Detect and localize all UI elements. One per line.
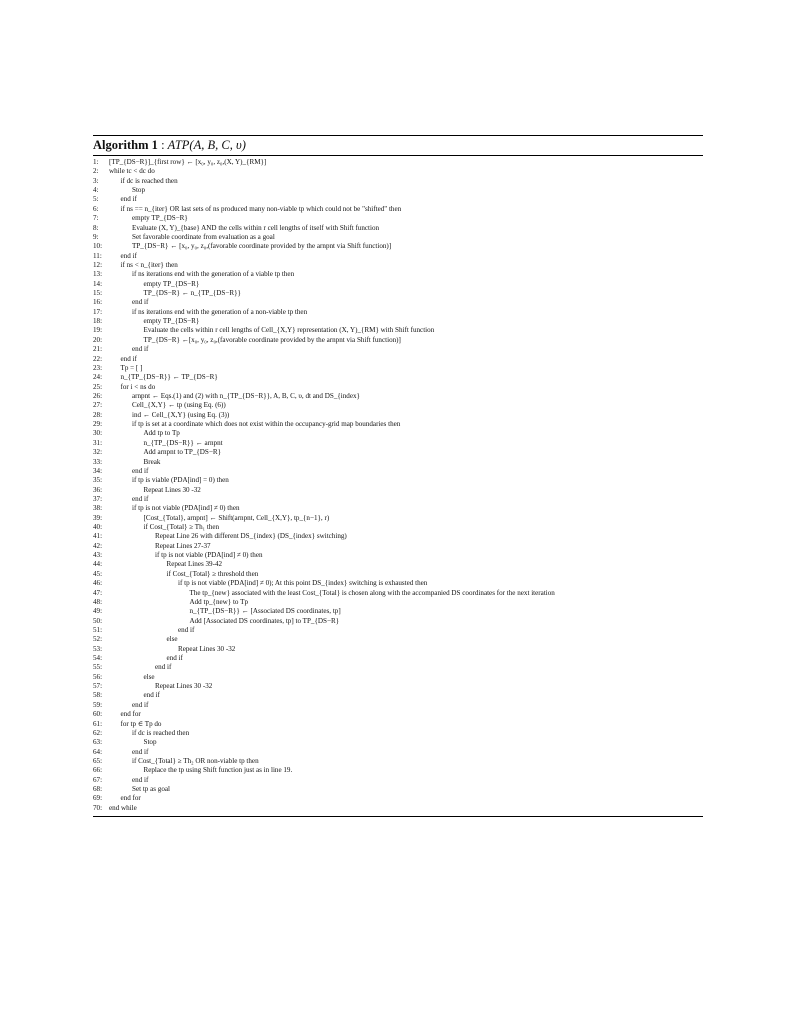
line-text: if tp is not viable (PDA[ind] ≠ 0); At this point DS_{index} switching is exhausted then — [178, 579, 428, 588]
line-number: 47: — [93, 588, 103, 597]
line-text: end if — [155, 663, 172, 672]
line-text: if ns iterations end with the generation of a non-viable tp then — [132, 307, 308, 316]
line-number: 9: — [93, 232, 99, 241]
line-number: 63: — [93, 738, 103, 747]
line-text: end for — [120, 710, 141, 719]
line-number: 58: — [93, 691, 103, 700]
line-number: 44: — [93, 560, 103, 569]
line-text: Repeat Line 26 with different DS_{index} (DS_{index} switching) — [155, 532, 347, 541]
line-text: end if — [178, 625, 195, 634]
algorithm-line — [93, 326, 703, 335]
algorithm-line — [93, 345, 703, 354]
line-number: 19: — [93, 326, 103, 335]
line-text: [TP_{DS−R}]_{first row} ← [x₀, y₀, z₀,(X, Y)_{RM}] — [109, 158, 267, 166]
algorithm-line — [93, 579, 703, 588]
line-number: 39: — [93, 513, 103, 522]
line-text: Set tp as goal — [132, 785, 171, 794]
line-text: if ns == n_{iter} OR last sets of ns produced many non-viable tp which could not be "shifted" then — [120, 204, 402, 213]
algorithm-line — [93, 645, 703, 654]
algorithm-line — [93, 514, 703, 523]
line-number: 11: — [93, 251, 102, 260]
algorithm-line — [93, 776, 703, 785]
line-number: 67: — [93, 775, 103, 784]
line-number: 62: — [93, 728, 103, 737]
line-text: for i < ns do — [120, 382, 156, 391]
line-text: Tp = [ ] — [120, 363, 143, 372]
line-number: 64: — [93, 747, 103, 756]
algorithm-line — [93, 710, 703, 719]
line-number: 5: — [93, 195, 99, 204]
algorithm-line — [93, 364, 703, 373]
line-text: Set favorable coordinate from evaluation as a goal — [132, 232, 275, 241]
line-text: if Cost_{Total} ≥ Th₁ then — [143, 523, 220, 532]
algorithm-line — [93, 224, 703, 233]
algorithm-line — [93, 720, 703, 729]
line-text: while tc < dc do — [109, 167, 155, 176]
algorithm-line — [93, 383, 703, 392]
algorithm-line — [93, 439, 703, 448]
line-number: 23: — [93, 363, 103, 372]
algorithm-line — [93, 308, 703, 317]
algorithm-line — [93, 280, 703, 289]
line-number: 46: — [93, 579, 103, 588]
line-number: 37: — [93, 494, 103, 503]
line-text: end if — [120, 195, 137, 204]
algorithm-line — [93, 551, 703, 560]
algorithm-line — [93, 635, 703, 644]
line-number: 42: — [93, 541, 103, 550]
line-text: if tp is viable (PDA[ind] = 0) then — [132, 476, 229, 485]
line-text: if tp is not viable (PDA[ind] ≠ 0) then — [132, 504, 240, 513]
line-number: 36: — [93, 485, 103, 494]
algorithm-line — [93, 298, 703, 307]
algorithm-line — [93, 748, 703, 757]
line-text: end if — [132, 747, 149, 756]
algorithm-line — [93, 738, 703, 747]
line-text: end if — [132, 298, 149, 307]
line-text: end if — [166, 654, 183, 663]
algorithm-line — [93, 158, 703, 167]
line-number: 55: — [93, 663, 103, 672]
algorithm-line — [93, 794, 703, 803]
line-text: TP_{DS−R} ←[x₀, y₀, z₀,(favorable coordinate provided by the arnpnt via Shift function)] — [143, 335, 401, 344]
line-text: Add tp_{new} to Tp — [189, 597, 248, 606]
algorithm-line — [93, 186, 703, 195]
line-text: Repeat Lines 30 -32 — [155, 682, 213, 691]
algorithm-line — [93, 570, 703, 579]
line-number: 31: — [93, 438, 103, 447]
line-number: 10: — [93, 242, 103, 251]
algorithm-line — [93, 233, 703, 242]
line-number: 8: — [93, 223, 99, 232]
algorithm-line — [93, 242, 703, 251]
line-number: 4: — [93, 186, 99, 195]
algorithm-line — [93, 392, 703, 401]
algorithm-line — [93, 355, 703, 364]
algorithm-line — [93, 785, 703, 794]
line-number: 15: — [93, 289, 103, 298]
line-text: Repeat Lines 39-42 — [166, 560, 223, 569]
line-text: Repeat Lines 27-37 — [155, 541, 211, 550]
line-number: 14: — [93, 279, 103, 288]
line-number: 26: — [93, 391, 103, 400]
line-number: 20: — [93, 335, 103, 344]
line-text: Add arnpnt to TP_{DS−R} — [143, 448, 221, 457]
line-number: 25: — [93, 382, 103, 391]
algorithm-line — [93, 214, 703, 223]
line-text: end if — [132, 494, 149, 503]
line-text: if ns < n_{iter} then — [120, 260, 178, 269]
algorithm-line — [93, 289, 703, 298]
line-number: 60: — [93, 710, 103, 719]
algorithm-line — [93, 663, 703, 672]
line-text: if dc is reached then — [132, 728, 190, 737]
line-number: 38: — [93, 504, 103, 513]
line-text: Add [Associated DS coordinates, tp] to TP_{DS−R} — [189, 616, 340, 625]
algorithm-line — [93, 458, 703, 467]
algorithm-line — [93, 626, 703, 635]
algorithm-line — [93, 673, 703, 682]
line-number: 1: — [93, 158, 99, 166]
line-text: end if — [120, 354, 137, 363]
algorithm-line — [93, 205, 703, 214]
line-text: ind ← Cell_{X,Y} (using Eq. (3)) — [132, 410, 230, 419]
line-number: 50: — [93, 616, 103, 625]
line-number: 48: — [93, 597, 103, 606]
line-text: if dc is reached then — [120, 176, 178, 185]
line-text: arnpnt ← Eqs.(1) and (2) with n_{TP_{DS−R}}, A, B, C, υ, dt and DS_{index} — [132, 391, 360, 400]
line-text: end while — [109, 803, 137, 812]
line-text: else — [143, 672, 155, 681]
line-text: Stop — [143, 738, 157, 747]
line-number: 45: — [93, 569, 103, 578]
algorithm-line — [93, 270, 703, 279]
algorithm-line — [93, 682, 703, 691]
algorithm-line — [93, 691, 703, 700]
line-number: 54: — [93, 654, 103, 663]
line-text: end if — [120, 251, 137, 260]
algorithm-line — [93, 654, 703, 663]
line-number: 6: — [93, 204, 99, 213]
algorithm-line — [93, 560, 703, 569]
line-text: end for — [120, 794, 141, 803]
algorithm-line — [93, 420, 703, 429]
line-text: [Cost_{Total}, arnpnt] ← Shift(arnpnt, Cell_{X,Y}, tp_{n−1}, r) — [143, 513, 330, 522]
line-text: TP_{DS−R} ← n_{TP_{DS−R}} — [143, 289, 241, 298]
line-text: if Cost_{Total} ≥ threshold then — [166, 569, 259, 578]
line-number: 43: — [93, 551, 103, 560]
line-number: 68: — [93, 785, 103, 794]
line-text: n_{TP_{DS−R}} ← [Associated DS coordinates, tp] — [189, 607, 341, 616]
line-text: if ns iterations end with the generation of a viable tp then — [132, 270, 295, 279]
line-text: empty TP_{DS−R} — [143, 317, 200, 326]
algorithm-header — [93, 136, 703, 156]
line-text: empty TP_{DS−R} — [132, 214, 188, 223]
line-number: 13: — [93, 270, 103, 279]
line-number: 12: — [93, 260, 103, 269]
algorithm-line — [93, 373, 703, 382]
algorithm-separator: : — [161, 138, 165, 152]
line-number: 29: — [93, 420, 103, 429]
line-text: Repeat Lines 30 -32 — [178, 644, 236, 653]
line-text: end if — [132, 466, 149, 475]
algorithm-line — [93, 177, 703, 186]
line-text: The tp_{new} associated with the least Cost_{Total} is chosen along with the accompanied DS coordinates for the next iteration — [189, 588, 555, 597]
line-number: 40: — [93, 523, 103, 532]
algorithm-line — [93, 542, 703, 551]
line-number: 16: — [93, 298, 103, 307]
line-number: 30: — [93, 429, 103, 438]
line-text: n_{TP_{DS−R}} ← TP_{DS−R} — [120, 373, 218, 382]
algorithm-line — [93, 617, 703, 626]
algorithm-line — [93, 607, 703, 616]
algorithm-line — [93, 317, 703, 326]
line-text: else — [166, 635, 178, 644]
line-text: if tp is set at a coordinate which does not exist within the occupancy-grid map boundaries then — [132, 420, 401, 429]
algorithm-line — [93, 252, 703, 261]
line-number: 52: — [93, 635, 103, 644]
line-text: Break — [143, 457, 161, 466]
line-number: 18: — [93, 317, 103, 326]
algorithm-line — [93, 411, 703, 420]
algorithm-signature: ATP(A, B, C, υ) — [167, 138, 246, 152]
algorithm-box — [93, 135, 703, 817]
line-number: 24: — [93, 373, 103, 382]
line-number: 27: — [93, 401, 103, 410]
algorithm-line — [93, 729, 703, 738]
line-number: 41: — [93, 532, 103, 541]
line-number: 7: — [93, 214, 99, 223]
algorithm-line — [93, 523, 703, 532]
algorithm-line — [93, 532, 703, 541]
line-number: 59: — [93, 700, 103, 709]
line-number: 66: — [93, 766, 103, 775]
line-text: end if — [132, 345, 149, 354]
line-text: Stop — [132, 186, 146, 195]
line-text: end if — [143, 691, 160, 700]
line-number: 2: — [93, 167, 99, 176]
line-text: if Cost_{Total} ≥ Th₂ OR non-viable tp then — [132, 757, 259, 765]
line-text: end if — [132, 700, 149, 709]
line-number: 33: — [93, 457, 103, 466]
line-text: empty TP_{DS−R} — [143, 279, 200, 288]
line-text: n_{TP_{DS−R}} ← arnpnt — [143, 438, 223, 447]
algorithm-line — [93, 448, 703, 457]
algorithm-line — [93, 429, 703, 438]
line-number: 32: — [93, 448, 103, 457]
algorithm-line — [93, 766, 703, 775]
line-text: end if — [132, 775, 149, 784]
line-number: 53: — [93, 644, 103, 653]
line-number: 57: — [93, 682, 103, 691]
algorithm-body — [93, 156, 703, 816]
line-number: 69: — [93, 794, 103, 803]
line-number: 22: — [93, 354, 103, 363]
algorithm-line — [93, 167, 703, 176]
algorithm-line — [93, 486, 703, 495]
line-text: Evaluate the cells within r cell lengths of Cell_{X,Y} representation (X, Y)_{RM} with Shift function — [143, 326, 435, 335]
line-number: 70: — [93, 803, 103, 812]
line-text: for tp ∈ Tp do — [120, 719, 162, 728]
line-text: Add tp to Tp — [143, 429, 180, 438]
line-number: 65: — [93, 757, 103, 765]
algorithm-line — [93, 336, 703, 345]
algorithm-line — [93, 261, 703, 270]
line-number: 49: — [93, 607, 103, 616]
algorithm-line — [93, 467, 703, 476]
algorithm-line — [93, 804, 703, 813]
line-number: 61: — [93, 719, 103, 728]
algorithm-line — [93, 495, 703, 504]
algorithm-line — [93, 701, 703, 710]
line-number: 21: — [93, 345, 103, 354]
algorithm-line — [93, 598, 703, 607]
algorithm-line — [93, 504, 703, 513]
line-number: 35: — [93, 476, 103, 485]
line-text: Evaluate (X, Y)_{base} AND the cells within r cell lengths of itself with Shift function — [132, 223, 380, 232]
line-number: 17: — [93, 307, 103, 316]
algorithm-line — [93, 757, 703, 766]
algorithm-line — [93, 401, 703, 410]
line-text: Replace the tp using Shift function just as in line 19. — [143, 766, 293, 775]
line-number: 56: — [93, 672, 103, 681]
algorithm-label: Algorithm 1 — [93, 138, 158, 152]
line-text: Cell_{X,Y} ← tp (using Eq. (6)) — [132, 401, 226, 410]
line-number: 3: — [93, 176, 99, 185]
algorithm-line — [93, 195, 703, 204]
line-text: if tp is not viable (PDA[ind] ≠ 0) then — [155, 551, 263, 560]
line-text: TP_{DS−R} ← [x₀, y₀, z₀,(favorable coordinate provided by the arnpnt via Shift function)] — [132, 242, 392, 251]
line-text: Repeat Lines 30 -32 — [143, 485, 201, 494]
line-number: 51: — [93, 625, 103, 634]
algorithm-line — [93, 589, 703, 598]
line-number: 34: — [93, 466, 103, 475]
algorithm-line — [93, 476, 703, 485]
line-number: 28: — [93, 410, 103, 419]
